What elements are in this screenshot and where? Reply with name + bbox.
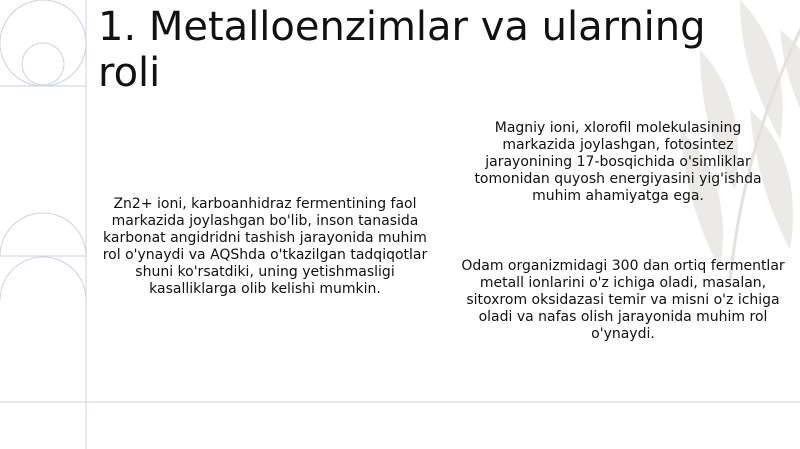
enzymes-paragraph: Odam organizmidagi 300 dan ortiq fermentlar metall ionlarini o'z ichiga oladi, masalan, sitoxrom oksidazasi temir va misni o'z ichiga oladi va nafas olish jarayonida muhim rol o'ynaydi.: [461, 258, 785, 342]
top-small-circle: [22, 43, 64, 85]
slide-title: 1. Metalloenzimlar va ularning roli: [98, 4, 706, 96]
middle-arch: [0, 213, 86, 256]
zinc-paragraph: Zn2+ ioni, karboanhidraz fermentining faol markazida joylashgan bo'lib, inson tanasida karbonat angidridni tashish jarayonida muhim rol o'ynaydi va AQShda o'tkazilgan tadqiqotlar shuni ko'rsatdiki, uning yetishmasligi kasalliklarga olib kelishi mumkin.: [102, 196, 428, 297]
lower-arch: [0, 257, 86, 402]
magnesium-paragraph: Magniy ioni, xlorofil molekulasining markazida joylashgan, fotosintez jarayonining 17-bosqichida o'simliklar tomonidan quyosh energiyasini yig'ishda muhim ahamiyatga ega.: [474, 120, 762, 204]
